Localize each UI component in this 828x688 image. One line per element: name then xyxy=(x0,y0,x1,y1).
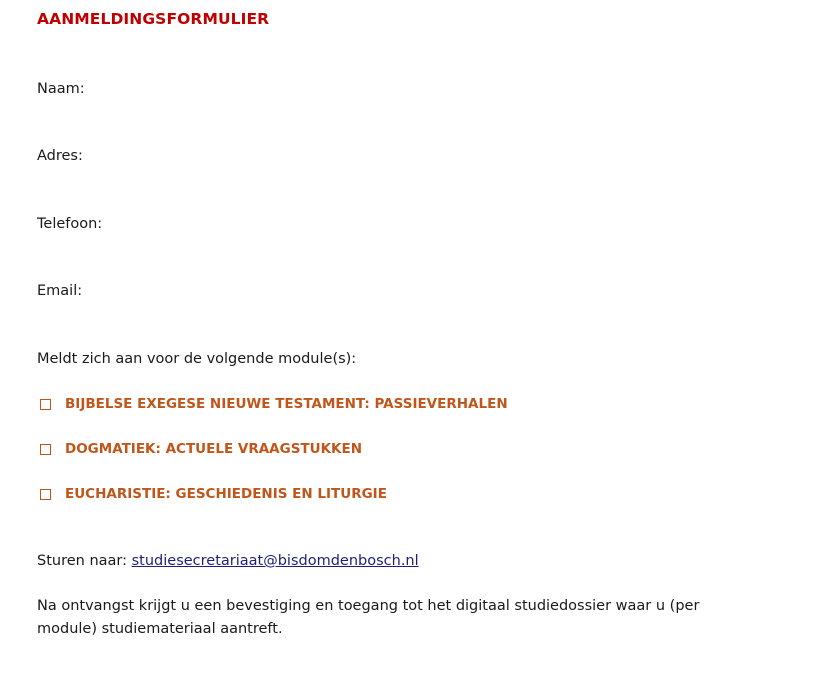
module-label: DOGMATIEK: ACTUELE VRAAGSTUKKEN xyxy=(65,441,363,457)
phone-field-label: Telefoon: xyxy=(37,216,103,232)
module-label: BIJBELSE EXEGESE NIEUWE TESTAMENT: PASSIEVERHALEN xyxy=(65,396,508,412)
email-link[interactable]: studiesecretariaat@bisdomdenbosch.nl xyxy=(131,553,419,569)
address-field-label: Adres: xyxy=(37,148,83,164)
send-to-line xyxy=(37,553,419,569)
module-option-eucharistie[interactable] xyxy=(37,486,387,502)
send-to-label: Sturen naar: xyxy=(37,553,127,569)
checkbox-icon[interactable] xyxy=(40,489,51,500)
module-label: EUCHARISTIE: GESCHIEDENIS EN LITURGIE xyxy=(65,486,387,502)
module-option-dogmatiek[interactable] xyxy=(37,441,362,457)
email-field-label: Email: xyxy=(37,283,83,299)
checkbox-icon[interactable] xyxy=(40,399,51,410)
modules-intro: Meldt zich aan voor de volgende module(s): xyxy=(37,351,357,367)
checkbox-icon[interactable] xyxy=(40,444,51,455)
form-title: AANMELDINGSFORMULIER xyxy=(37,10,270,28)
closing-text: Na ontvangst krijgt u een bevestiging en toegang tot het digitaal studiedossier waar u (per module) studiemateriaal aantreft. xyxy=(37,598,700,637)
module-option-exegese[interactable] xyxy=(37,396,508,412)
name-field-label: Naam: xyxy=(37,81,85,97)
